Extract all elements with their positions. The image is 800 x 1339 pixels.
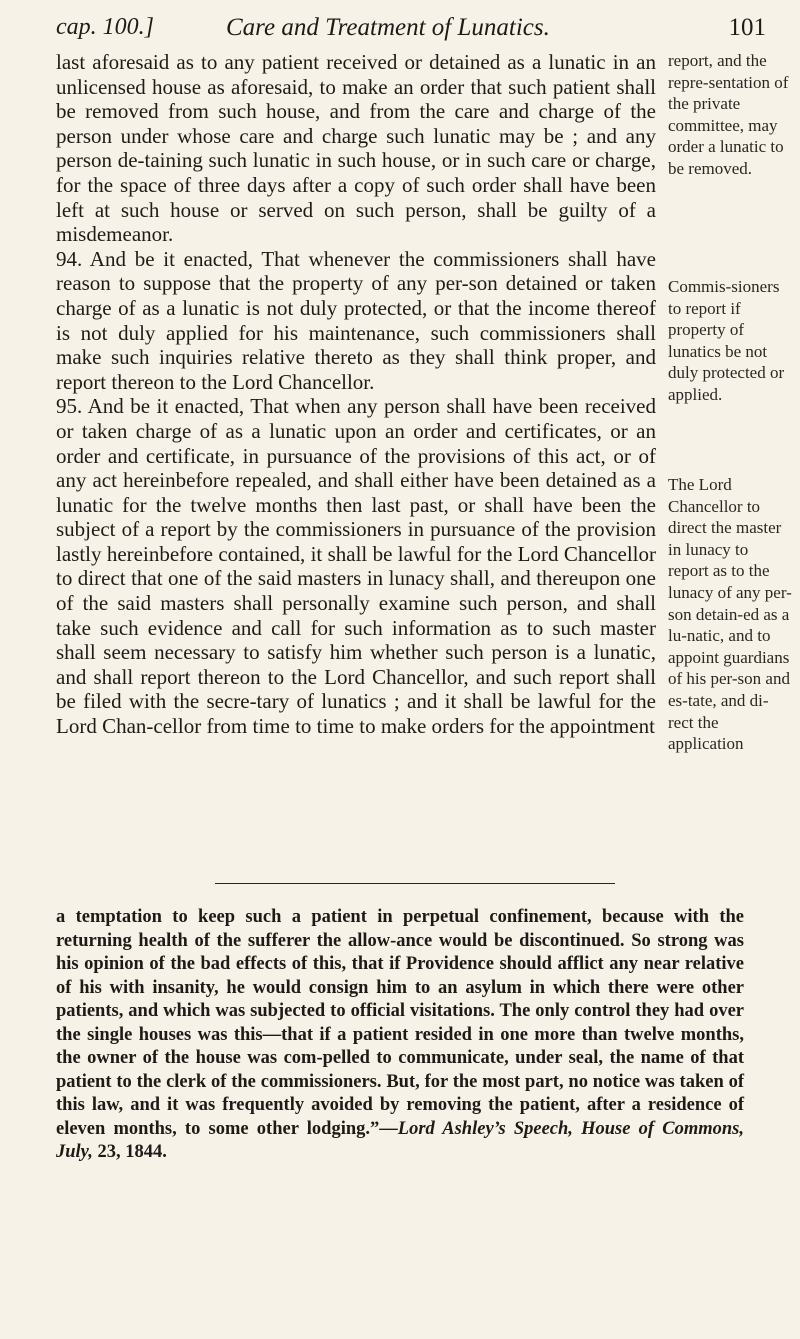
main-text [56, 50, 656, 739]
footnote-citation: Lord Ashley’s Speech, House of Commons, July, [56, 1118, 744, 1162]
page-number: 101 [728, 14, 766, 41]
margin-note-chancellor: The Lord Chancellor to direct the master in lunacy to report as to the lunacy of any per-son detain-ed as a lu-natic, and to appoint guardians of his per-son and es-tate, and di-rect the application [668, 475, 792, 754]
margin-note-property: Commis-sioners to report if property of lunatics be not duly protected or applied. [668, 277, 785, 404]
section-94: 94. And be it enacted, That whenever the commissioners shall have reason to suppose that the property of any per-son detained or taken charge of as a lunatic is not duly protected, or that the income thereof is not duly applied for his maintenance, such commissioners shall make such inquiries relative thereto as they shall think proper, and report thereon to the Lord Chancellor. [56, 246, 656, 394]
running-title: Care and Treatment of Lunatics. [226, 14, 550, 41]
footnote [56, 906, 744, 1165]
footnote-date: 23, 1844. [92, 1142, 167, 1162]
chapter-reference: cap. 100.] [56, 14, 154, 40]
footnote-text: a temptation to keep such a patient in perpetual confinement, because with the returning health of the sufferer the allow-ance would be discontinued. So strong was his opinion of the bad effects of this, that if Providence should afflict any near relative of his with insanity, he would consign him to an asylum in which there were other patients, and which was subjected to official visitations. The only control they had over the single houses was this—that if a patient resided in one more than twelve months, the owner of the house was com-pelled to communicate, under seal, the name of that patient to the clerk of the commissioners. But, for the most part, no notice was taken of this law, and it was frequently avoided by removing the patient, after a residence of eleven months, to some other lodging.”— [56, 907, 744, 1139]
margin-note-removal: report, and the repre-sentation of the private committee, may order a lunatic to be removed. [668, 51, 789, 178]
running-head [56, 14, 766, 50]
paragraph-continuation: last aforesaid as to any patient received or detained as a lunatic in an unlicensed house as aforesaid, to make an order that such patient shall be removed from such house, and from the care and charge of the person under whose care and charge such lunatic may be ; and any person de-taining such lunatic in such house, or in such care or charge, for the space of three days after a copy of such order shall have been left at such house or served on such person, shall be guilty of a misdemeanor. [56, 50, 656, 247]
section-95: 95. And be it enacted, That when any person shall have been received or taken charge of as a lunatic upon an order and certificates, or an order and certificate, in pursuance of the provisions of this act, or of any act hereinbefore repealed, and shall either have been detained as a lunatic for the twelve months then last past, or shall have been the subject of a report by the commissioners in pursuance of the provision lastly hereinbefore contained, it shall be lawful for the Lord Chancellor to direct that one of the said masters in lunacy shall, and thereupon one of the said masters shall personally examine such person, and shall take such evidence and call for such information as to such master shall seem necessary to satisfy him whether such person is a lunatic, and shall report thereon to the Lord Chancellor, and such report shall be filed with the secre-tary of lunatics ; and it shall be lawful for the Lord Chan-cellor from time to time to make orders for the appointment [56, 394, 656, 739]
footnote-rule [215, 883, 615, 884]
